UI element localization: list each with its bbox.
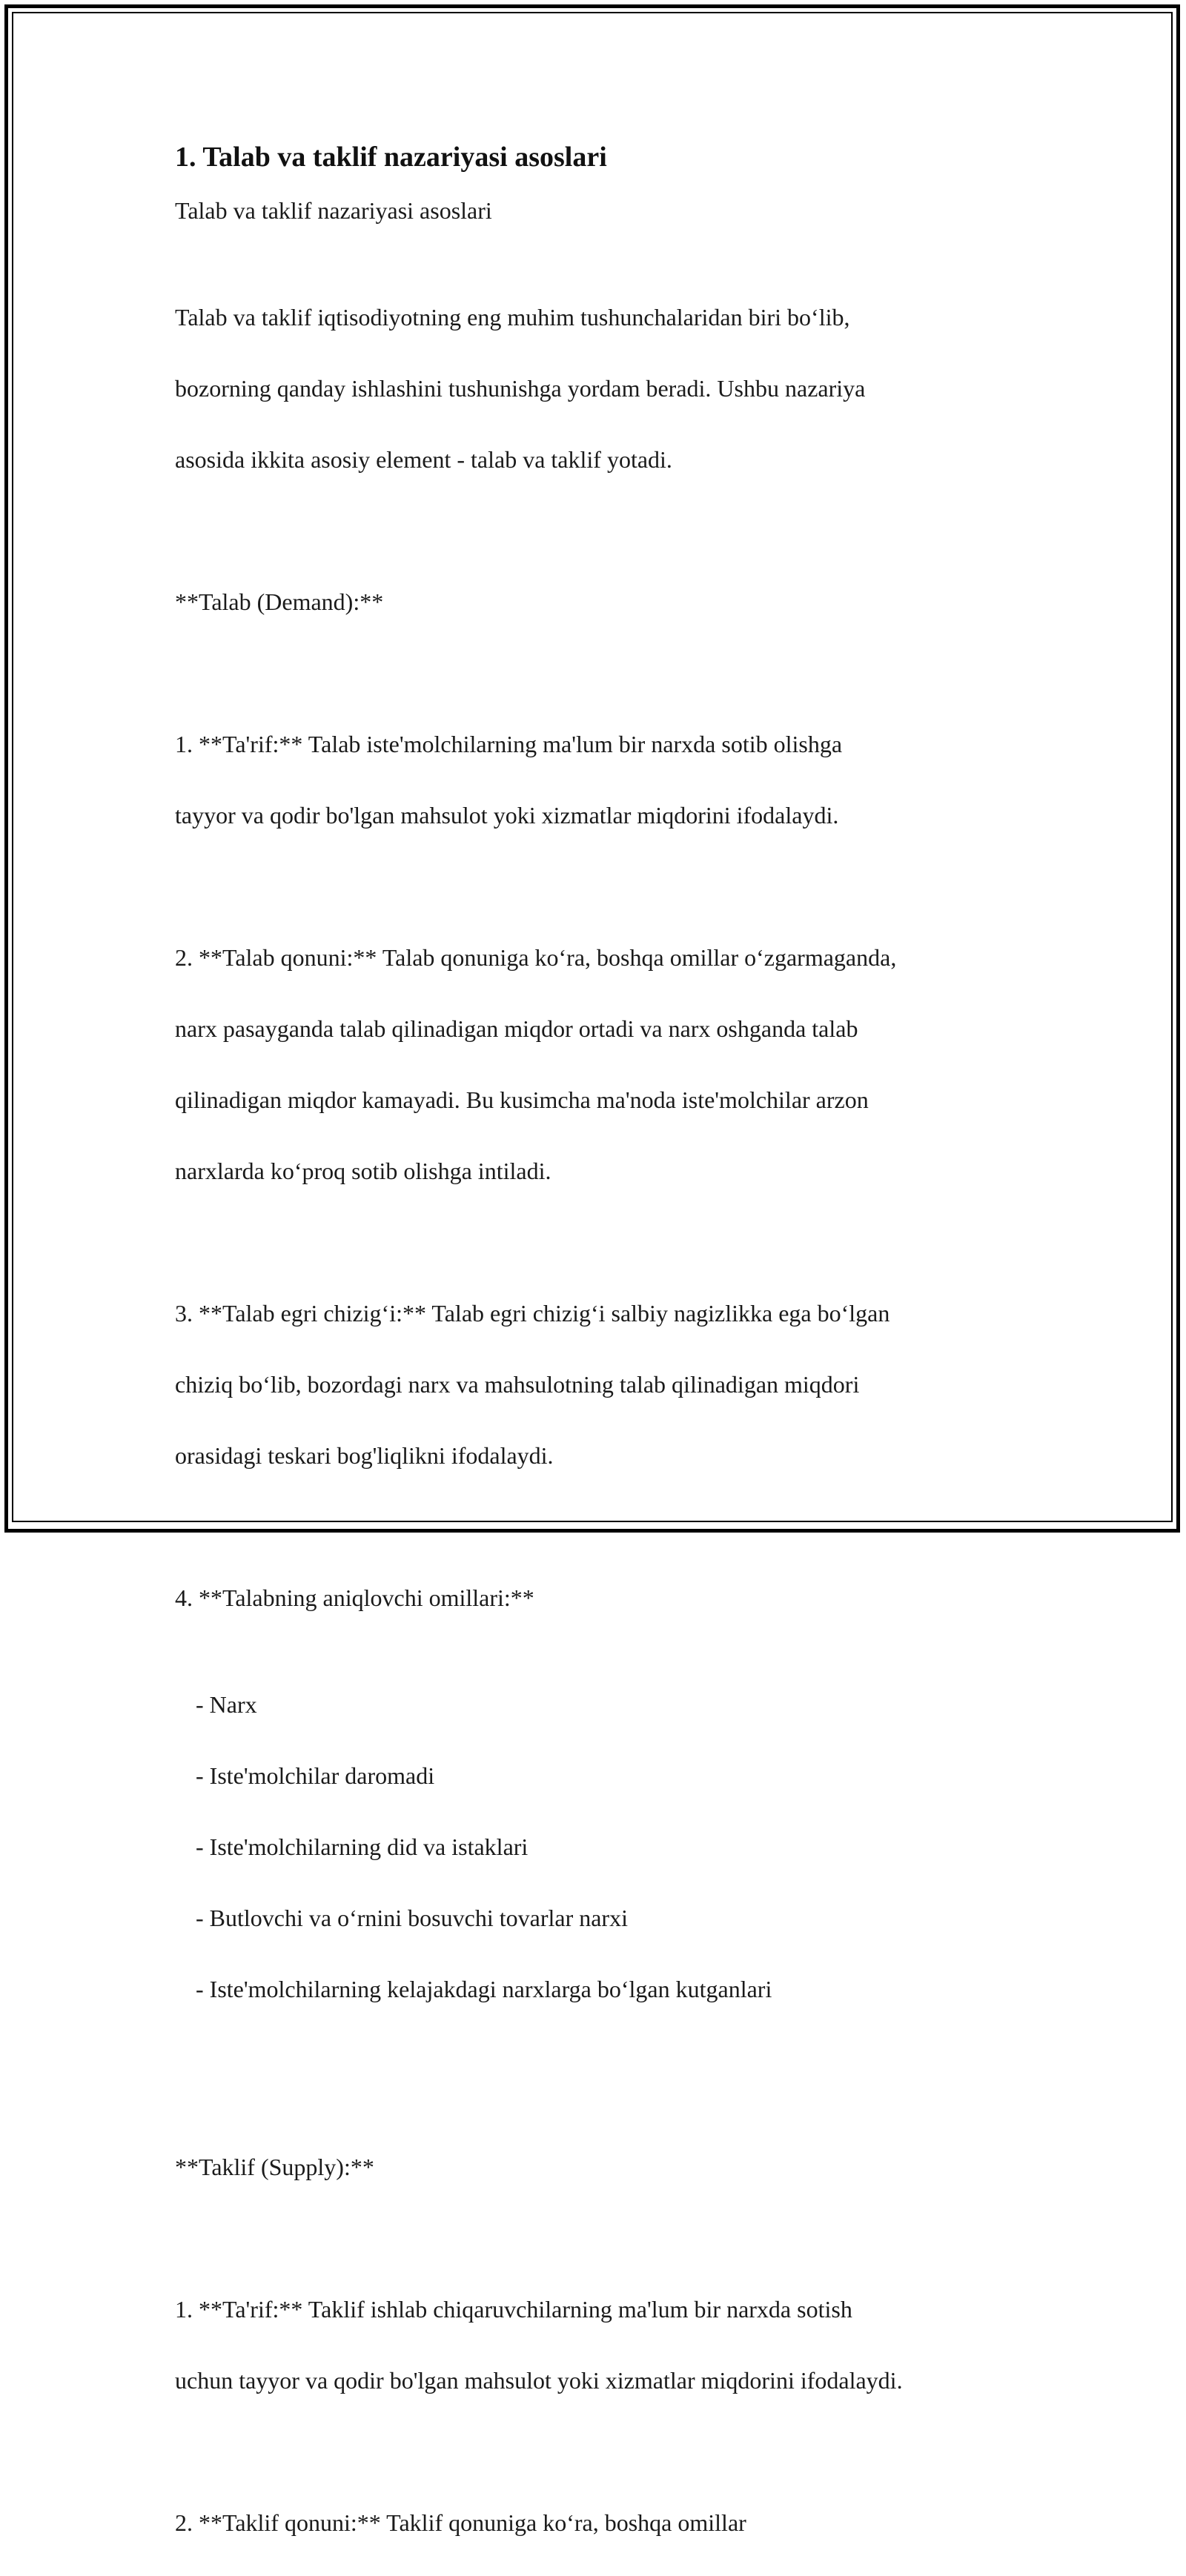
intro-line: bozorning qanday ishlashini tushunishga yordam beradi. Ushbu nazariya	[175, 375, 866, 402]
list-item: - Iste'molchilarning did va istaklari	[196, 1833, 529, 1860]
demand-item-definition	[175, 691, 1064, 869]
paragraph-line: orasidagi teskari bog'liqlikni ifodalaydi.	[175, 1442, 554, 1469]
demand-heading-text: **Talab (Demand):**	[175, 588, 384, 615]
supply-heading	[175, 2114, 1064, 2220]
paragraph-line: 3. **Talab egri chizig‘i:** Talab egri chizig‘i salbiy nagizlikka ega bo‘lgan	[175, 1300, 890, 1327]
paragraph-line: chiziq bo‘lib, bozordagi narx va mahsulotning talab qilinadigan miqdori	[175, 1371, 860, 1398]
document-subtitle: Talab va taklif nazariyasi asoslari	[175, 197, 492, 224]
paragraph-line: qilinadigan miqdor kamayadi. Bu kusimcha ma'noda iste'molchilar arzon	[175, 1086, 869, 1113]
determinants-list	[175, 1651, 1064, 2042]
list-item: - Iste'molchilar daromadi	[196, 1762, 435, 1789]
paragraph-line: narx pasayganda talab qilinadigan miqdor ortadi va narx oshganda talab	[175, 1015, 858, 1042]
list-item: - Iste'molchilarning kelajakdagi narxlarga bo‘lgan kutganlari	[196, 1976, 772, 2002]
paragraph-line: 1. **Ta'rif:** Talab iste'molchilarning ma'lum bir narxda sotib olishga	[175, 731, 843, 757]
paragraph-line: narxlarda ko‘proq sotib olishga intiladi.	[175, 1158, 551, 1184]
list-item: - Narx	[196, 1691, 257, 1718]
demand-item-law	[175, 904, 1064, 1224]
paragraph-line: 2. **Taklif qonuni:** Taklif qonuniga ko‘ra, boshqa omillar	[175, 2509, 746, 2536]
demand-heading	[175, 548, 1064, 655]
supply-item-definition	[175, 2256, 1064, 2434]
supply-item-law	[175, 2469, 1064, 2576]
paragraph-line: 2. **Talab qonuni:** Talab qonuniga ko‘ra, boshqa omillar o‘zgarmaganda,	[175, 944, 897, 971]
demand-item-curve	[175, 1260, 1064, 1509]
document-body	[175, 138, 1064, 2576]
paragraph-line: tayyor va qodir bo'lgan mahsulot yoki xizmatlar miqdorini ifodalaydi.	[175, 802, 839, 829]
intro-paragraph	[175, 264, 1064, 513]
paragraph-line: 1. **Ta'rif:** Taklif ishlab chiqaruvchilarning ma'lum bir narxda sotish	[175, 2296, 852, 2323]
paragraph-line: uchun tayyor va qodir bo'lgan mahsulot yoki xizmatlar miqdorini ifodalaydi.	[175, 2367, 903, 2394]
supply-heading-text: **Taklif (Supply):**	[175, 2154, 374, 2180]
document-title: 1. Talab va taklif nazariyasi asoslari	[175, 142, 607, 173]
intro-line: Talab va taklif iqtisodiyotning eng muhim tushunchalaridan biri bo‘lib,	[175, 304, 850, 331]
demand-item-determinants	[175, 1544, 1064, 2078]
determinants-heading: 4. **Talabning aniqlovchi omillari:**	[175, 1584, 534, 1611]
intro-line: asosida ikkita asosiy element - talab va taklif yotadi.	[175, 446, 672, 473]
list-item: - Butlovchi va o‘rnini bosuvchi tovarlar narxi	[196, 1905, 628, 1931]
